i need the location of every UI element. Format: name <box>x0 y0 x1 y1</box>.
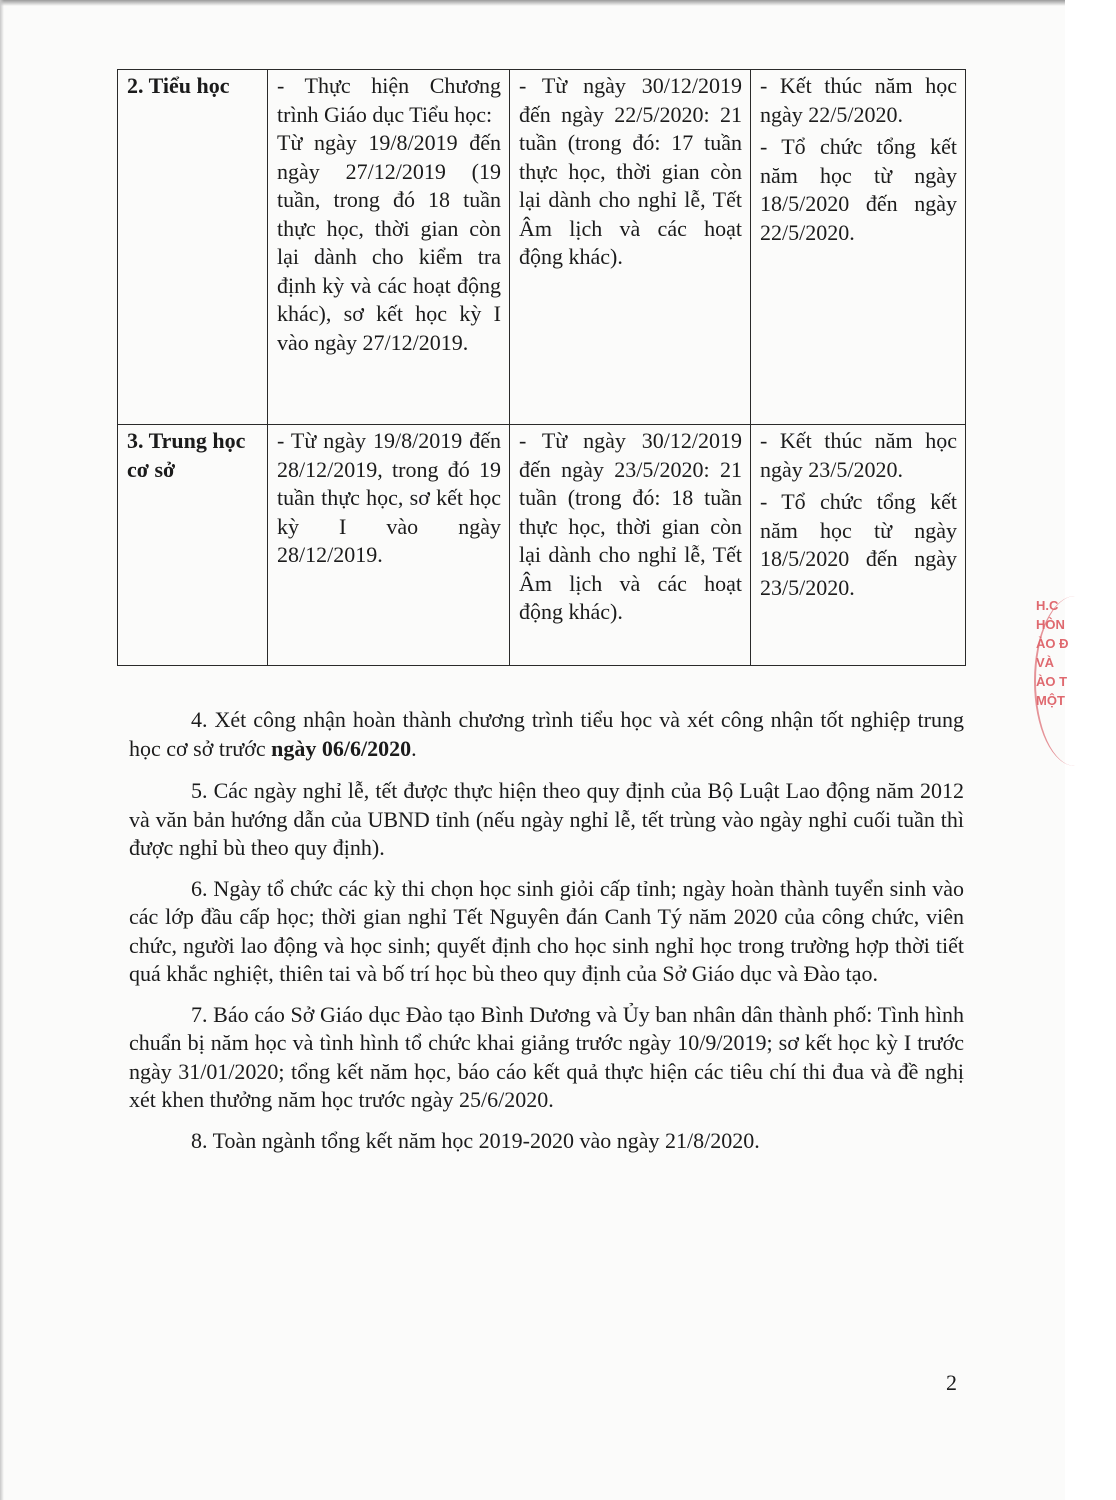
paragraph-7: 7. Báo cáo Sở Giáo dục Đào tạo Bình Dương và Ủy ban nhân dân thành phố: Tình hình chuẩn bị năm học và tình hình tổ chức khai giảng trước ngày 10/9/2019; sơ kết học kỳ I trước ngày 31/01/2020; tổng kết năm học, báo cáo kết quả thực hiện các tiêu chí thi đua và đề nghị xét khen thưởng năm học trước ngày 25/6/2020. <box>129 1001 964 1112</box>
paragraph-4-deadline: ngày 06/6/2020 <box>271 735 412 761</box>
body-text <box>129 706 964 1167</box>
year-end-review: - Tổ chức tổng kết năm học từ ngày 18/5/2020 đến ngày 23/5/2020. <box>760 489 957 600</box>
year-end-cell <box>751 70 966 425</box>
stamp-text: ÀO Đ <box>1036 636 1069 651</box>
paragraph-5: 5. Các ngày nghỉ lễ, tết được thực hiện theo quy định của Bộ Luật Lao động năm 2012 và văn bản hướng dẫn của UBND tỉnh (nếu ngày nghỉ lễ, tết trùng vào ngày nghỉ cuối tuần thì được nghỉ bù theo quy định). <box>129 778 964 860</box>
semester-2-cell: - Từ ngày 30/12/2019 đến ngày 22/5/2020: 21 tuần (trong đó: 17 tuần thực học, thời gian còn lại dành cho nghỉ lễ, Tết Âm lịch và các hoạt động khác). <box>510 70 751 425</box>
paragraph-4 <box>129 706 964 763</box>
paragraph-4-end: . <box>411 735 417 761</box>
red-seal-stamp-fragment <box>1026 596 1071 766</box>
scan-edge-left <box>0 0 4 1500</box>
table-row-lower-secondary <box>118 425 966 666</box>
stamp-text: H.C <box>1036 598 1059 613</box>
year-end-date: - Kết thúc năm học ngày 22/5/2020. <box>760 73 957 127</box>
year-end-date: - Kết thúc năm học ngày 23/5/2020. <box>760 428 957 482</box>
stamp-text: ÀO T <box>1036 674 1068 689</box>
paragraph-4-text: 4. Xét công nhận hoàn thành chương trình tiểu học và xét công nhận tốt nghiệp trung học cơ sở trước <box>129 707 964 761</box>
semester-1-cell <box>268 70 510 425</box>
level-label: 3. Trung học cơ sở <box>118 425 268 666</box>
stamp-text: VÀ <box>1036 655 1055 670</box>
table-row-primary <box>118 70 966 425</box>
paragraph-8: 8. Toàn ngành tổng kết năm học 2019-2020 vào ngày 21/8/2020. <box>191 1127 760 1153</box>
page-number: 2 <box>946 1370 957 1395</box>
stamp-text: HÒN <box>1036 617 1065 632</box>
semester-1-detail: Từ ngày 19/8/2019 đến ngày 27/12/2019 (19 tuần, trong đó 18 tuần thực học, thời gian còn lại dành cho kiểm tra định kỳ và các hoạt động khác), sơ kết học kỳ I vào ngày 27/12/2019. <box>277 130 501 355</box>
semester-1-heading: - Thực hiện Chương trình Giáo dục Tiểu học: <box>277 73 501 127</box>
paragraph-6: 6. Ngày tổ chức các kỳ thi chọn học sinh giỏi cấp tỉnh; ngày hoàn thành tuyển sinh vào các lớp đầu cấp học; thời gian nghỉ Tết Nguyên đán Canh Tý năm 2020 của công chức, viên chức, người lao động và học sinh; quyết định cho học sinh nghỉ học trong trường hợp thời tiết quá khắc nghiệt, thiên tai và bố trí học bù theo quy định của Sở Giáo dục và Đào tạo. <box>129 875 964 986</box>
stamp-text: MỘT <box>1036 693 1065 708</box>
level-label: 2. Tiểu học <box>118 70 268 425</box>
semester-1-cell: - Từ ngày 19/8/2019 đến 28/12/2019, trong đó 19 tuần thực học, sơ kết học kỳ I vào ngày 28/12/2019. <box>268 425 510 666</box>
school-year-schedule-table <box>117 69 966 666</box>
year-end-cell <box>751 425 966 666</box>
semester-2-cell: - Từ ngày 30/12/2019 đến ngày 23/5/2020: 21 tuần (trong đó: 18 tuần thực học, thời gian còn lại dành cho nghỉ lễ, Tết Âm lịch và các hoạt động khác). <box>510 425 751 666</box>
scan-edge-top <box>0 0 1065 6</box>
year-end-review: - Tổ chức tổng kết năm học từ ngày 18/5/2020 đến ngày 22/5/2020. <box>760 134 957 245</box>
